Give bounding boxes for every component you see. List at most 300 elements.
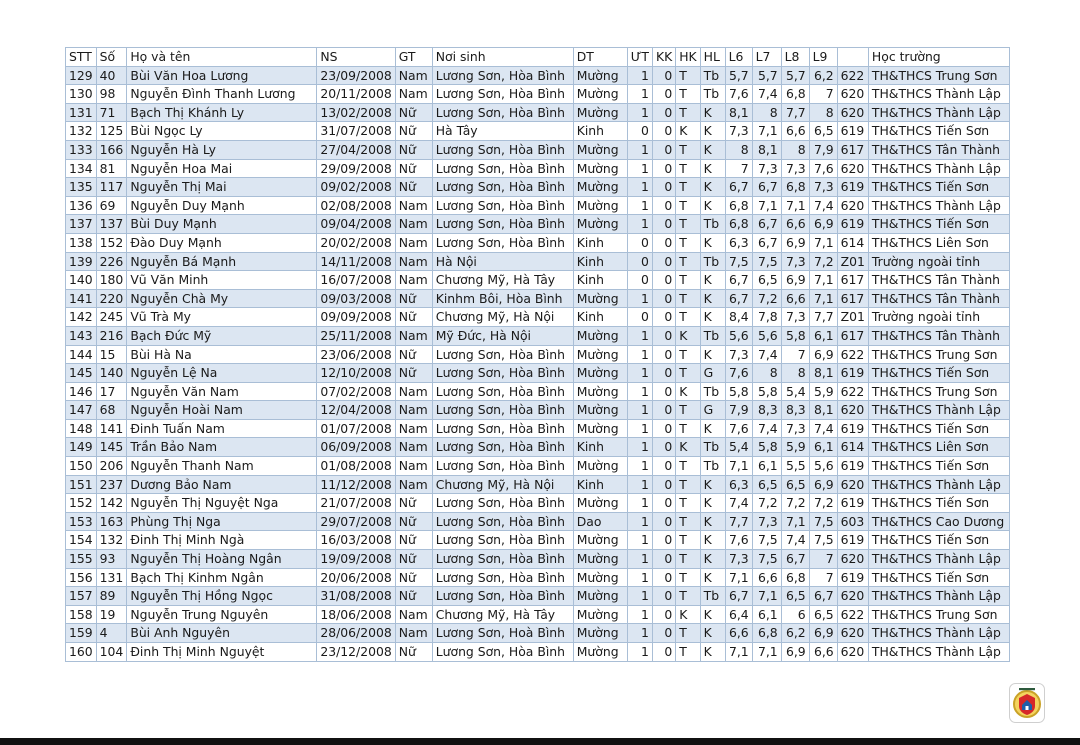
cell-hoc-truong: TH&THCS Tân Thành [868,140,1009,159]
cell-ma-truong: 622 [837,605,868,624]
cell-l8: 7 [781,345,809,364]
cell-l8: 6 [781,605,809,624]
cell-kk: 0 [652,196,675,215]
cell-l9: 6,5 [809,122,837,141]
table-row [66,568,1010,587]
cell-l7: 7,4 [752,419,781,438]
cell-hoc-truong: TH&THCS Thành Lập [868,643,1009,662]
table-row [66,85,1010,104]
cell-noi-sinh: Lương Sơn, Hòa Bình [432,457,573,476]
cell-hl: Tb [700,587,725,606]
cell-ma-truong: 617 [837,140,868,159]
cell-l8: 5,4 [781,382,809,401]
cell-ns: 16/03/2008 [317,531,395,550]
cell-l6: 6,3 [725,233,752,252]
cell-ho-va-ten: Bạch Thị Khánh Ly [127,103,317,122]
cell-hk: T [676,531,700,550]
cell-ns: 28/06/2008 [317,624,395,643]
cell-hoc-truong: TH&THCS Tiến Sơn [868,364,1009,383]
cell-hl: K [700,308,725,327]
cell-hk: K [676,326,700,345]
cell-l6: 7,6 [725,419,752,438]
cell-l7: 6,6 [752,568,781,587]
cell-gt: Nữ [395,289,432,308]
cell-l6: 7,5 [725,252,752,271]
cell-kk: 0 [652,271,675,290]
cell-l9: 7 [809,85,837,104]
cell-dt: Mường [573,345,627,364]
cell-stt: 145 [66,364,97,383]
cell-hoc-truong: TH&THCS Cao Dương [868,512,1009,531]
cell-so: 220 [96,289,127,308]
cell-l9: 7,1 [809,233,837,252]
cell-ns: 31/08/2008 [317,587,395,606]
cell-gt: Nam [395,475,432,494]
cell-noi-sinh: Lương Sơn, Hòa Bình [432,66,573,85]
cell-hoc-truong: TH&THCS Tân Thành [868,326,1009,345]
cell-ut: 0 [627,308,652,327]
cell-l6: 7,3 [725,345,752,364]
cell-gt: Nam [395,66,432,85]
cell-ma-truong: Z01 [837,308,868,327]
cell-dt: Mường [573,624,627,643]
cell-hl: K [700,345,725,364]
cell-l7: 7,1 [752,643,781,662]
cell-ut: 1 [627,85,652,104]
cell-noi-sinh: Lương Sơn, Hòa Bình [432,568,573,587]
cell-noi-sinh: Mỹ Đức, Hà Nội [432,326,573,345]
cell-ma-truong: 617 [837,289,868,308]
cell-hl: K [700,159,725,178]
cell-hk: K [676,438,700,457]
table-row [66,475,1010,494]
cell-l9: 7,4 [809,419,837,438]
cell-dt: Kinh [573,122,627,141]
cell-ma-truong: 622 [837,66,868,85]
cell-ut: 1 [627,103,652,122]
cell-hl: K [700,271,725,290]
student-table [65,47,1010,662]
cell-hoc-truong: TH&THCS Liên Sơn [868,233,1009,252]
cell-l8: 5,8 [781,326,809,345]
cell-ma-truong: 619 [837,568,868,587]
cell-ut: 1 [627,326,652,345]
cell-noi-sinh: Lương Sơn, Hòa Bình [432,103,573,122]
cell-hoc-truong: Trường ngoài tỉnh [868,252,1009,271]
cell-ma-truong: 620 [837,196,868,215]
table-row [66,122,1010,141]
cell-hoc-truong: TH&THCS Trung Sơn [868,382,1009,401]
cell-dt: Dao [573,512,627,531]
cell-ma-truong: Z01 [837,252,868,271]
cell-dt: Kinh [573,475,627,494]
cell-ns: 19/09/2008 [317,550,395,569]
cell-hk: T [676,568,700,587]
cell-ho-va-ten: Đinh Tuấn Nam [127,419,317,438]
cell-ns: 29/07/2008 [317,512,395,531]
cell-stt: 160 [66,643,97,662]
cell-stt: 146 [66,382,97,401]
cell-l8: 6,9 [781,643,809,662]
cell-kk: 0 [652,531,675,550]
cell-gt: Nữ [395,122,432,141]
cell-gt: Nam [395,85,432,104]
cell-ho-va-ten: Nguyễn Văn Nam [127,382,317,401]
cell-l9: 5,6 [809,457,837,476]
table-row [66,457,1010,476]
cell-ho-va-ten: Nguyễn Thanh Nam [127,457,317,476]
cell-hl: K [700,475,725,494]
table-row [66,215,1010,234]
cell-kk: 0 [652,550,675,569]
cell-l7: 7,1 [752,122,781,141]
cell-ns: 09/03/2008 [317,289,395,308]
cell-ho-va-ten: Bùi Văn Hoa Lương [127,66,317,85]
cell-hk: T [676,66,700,85]
cell-l8: 8 [781,140,809,159]
cell-stt: 159 [66,624,97,643]
cell-l7: 6,1 [752,605,781,624]
cell-noi-sinh: Lương Sơn, Hòa Bình [432,494,573,513]
cell-l8: 6,5 [781,587,809,606]
cell-ut: 1 [627,140,652,159]
cell-l7: 6,7 [752,178,781,197]
cell-so: 15 [96,345,127,364]
cell-l8: 6,8 [781,568,809,587]
column-header: HL [700,48,725,67]
cell-ns: 01/08/2008 [317,457,395,476]
cell-kk: 0 [652,140,675,159]
cell-l6: 7,6 [725,364,752,383]
cell-ns: 20/02/2008 [317,233,395,252]
cell-l9: 6,9 [809,345,837,364]
cell-ns: 12/04/2008 [317,401,395,420]
cell-l9: 8,1 [809,401,837,420]
cell-stt: 136 [66,196,97,215]
cell-l7: 8,3 [752,401,781,420]
table-row [66,140,1010,159]
cell-ho-va-ten: Nguyễn Thị Hồng Ngọc [127,587,317,606]
cell-ut: 1 [627,196,652,215]
cell-l8: 6,6 [781,289,809,308]
cell-gt: Nam [395,382,432,401]
cell-l6: 8,4 [725,308,752,327]
cell-l6: 5,7 [725,66,752,85]
cell-ut: 1 [627,401,652,420]
cell-kk: 0 [652,643,675,662]
cell-dt: Kinh [573,233,627,252]
table-row [66,550,1010,569]
table-row [66,326,1010,345]
cell-l9: 6,5 [809,605,837,624]
table-row [66,345,1010,364]
cell-l7: 7,3 [752,159,781,178]
cell-gt: Nữ [395,140,432,159]
cell-noi-sinh: Lương Sơn, Hòa Bình [432,178,573,197]
cell-hk: T [676,364,700,383]
cell-hl: K [700,531,725,550]
table-row [66,308,1010,327]
column-header: L6 [725,48,752,67]
cell-l9: 7,1 [809,289,837,308]
cell-ho-va-ten: Phùng Thị Nga [127,512,317,531]
cell-hoc-truong: TH&THCS Tân Thành [868,289,1009,308]
cell-l9: 7,7 [809,308,837,327]
cell-ut: 1 [627,159,652,178]
cell-hoc-truong: TH&THCS Tiến Sơn [868,457,1009,476]
cell-gt: Nam [395,457,432,476]
cell-ma-truong: 619 [837,419,868,438]
cell-l9: 8,1 [809,364,837,383]
cell-hoc-truong: TH&THCS Thành Lập [868,475,1009,494]
cell-dt: Kinh [573,271,627,290]
cell-hk: T [676,419,700,438]
cell-ma-truong: 620 [837,103,868,122]
column-header: L8 [781,48,809,67]
cell-l7: 7,5 [752,252,781,271]
cell-dt: Mường [573,196,627,215]
cell-kk: 0 [652,103,675,122]
cell-hl: K [700,624,725,643]
cell-l8: 7,3 [781,308,809,327]
cell-so: 132 [96,531,127,550]
table-row [66,587,1010,606]
cell-ho-va-ten: Bùi Duy Mạnh [127,215,317,234]
cell-l6: 7,6 [725,85,752,104]
cell-hoc-truong: TH&THCS Tiến Sơn [868,531,1009,550]
cell-hk: T [676,252,700,271]
cell-gt: Nữ [395,345,432,364]
cell-dt: Mường [573,587,627,606]
cell-l6: 6,7 [725,271,752,290]
cell-hl: Tb [700,66,725,85]
cell-dt: Mường [573,215,627,234]
cell-stt: 155 [66,550,97,569]
cell-ut: 1 [627,289,652,308]
cell-gt: Nam [395,438,432,457]
cell-noi-sinh: Lương Sơn, Hòa Bình [432,382,573,401]
column-header: NS [317,48,395,67]
cell-gt: Nữ [395,364,432,383]
cell-stt: 135 [66,178,97,197]
cell-l8: 6,5 [781,475,809,494]
cell-so: 140 [96,364,127,383]
cell-l7: 8 [752,364,781,383]
cell-hk: K [676,605,700,624]
cell-hk: T [676,140,700,159]
cell-ma-truong: 614 [837,233,868,252]
table-row [66,159,1010,178]
cell-ut: 1 [627,587,652,606]
cell-dt: Kinh [573,252,627,271]
cell-l8: 6,8 [781,85,809,104]
cell-so: 206 [96,457,127,476]
cell-hl: Tb [700,457,725,476]
cell-noi-sinh: Lương Sơn, Hòa Bình [432,233,573,252]
cell-gt: Nữ [395,159,432,178]
table-row [66,643,1010,662]
cell-l8: 7,7 [781,103,809,122]
table-row [66,271,1010,290]
cell-so: 19 [96,605,127,624]
cell-l7: 7,5 [752,550,781,569]
cell-hl: K [700,494,725,513]
cell-hk: T [676,624,700,643]
cell-noi-sinh: Lương Sơn, Hòa Bình [432,196,573,215]
cell-l6: 7,6 [725,531,752,550]
cell-l9: 6,6 [809,643,837,662]
cell-ns: 20/06/2008 [317,568,395,587]
cell-noi-sinh: Chương Mỹ, Hà Tây [432,271,573,290]
cell-hoc-truong: TH&THCS Trung Sơn [868,605,1009,624]
cell-kk: 0 [652,122,675,141]
cell-hk: T [676,457,700,476]
cell-kk: 0 [652,568,675,587]
cell-so: 17 [96,382,127,401]
cell-ho-va-ten: Vũ Văn Minh [127,271,317,290]
table-row [66,419,1010,438]
cell-so: 245 [96,308,127,327]
cell-noi-sinh: Lương Sơn, Hòa Bình [432,140,573,159]
cell-l7: 5,6 [752,326,781,345]
cell-l7: 7,4 [752,345,781,364]
cell-ns: 23/09/2008 [317,66,395,85]
cell-noi-sinh: Chương Mỹ, Hà Nội [432,475,573,494]
cell-kk: 0 [652,419,675,438]
cell-ns: 20/11/2008 [317,85,395,104]
cell-so: 180 [96,271,127,290]
column-header [837,48,868,67]
cell-kk: 0 [652,457,675,476]
cell-l6: 8 [725,140,752,159]
cell-ho-va-ten: Nguyễn Lệ Na [127,364,317,383]
cell-hoc-truong: TH&THCS Thành Lập [868,401,1009,420]
cell-l9: 6,9 [809,475,837,494]
cell-l6: 6,8 [725,196,752,215]
cell-l8: 7,3 [781,419,809,438]
cell-hk: T [676,401,700,420]
cell-ut: 1 [627,512,652,531]
cell-stt: 129 [66,66,97,85]
cell-l8: 6,8 [781,178,809,197]
cell-gt: Nữ [395,494,432,513]
cell-so: 163 [96,512,127,531]
cell-ho-va-ten: Bạch Thị Kinhm Ngân [127,568,317,587]
cell-l7: 8,1 [752,140,781,159]
cell-dt: Mường [573,140,627,159]
cell-l6: 6,4 [725,605,752,624]
cell-ma-truong: 619 [837,122,868,141]
cell-stt: 149 [66,438,97,457]
cell-gt: Nữ [395,178,432,197]
cell-ut: 1 [627,382,652,401]
cell-l8: 7,1 [781,196,809,215]
cell-hoc-truong: TH&THCS Tiến Sơn [868,568,1009,587]
cell-hl: Tb [700,252,725,271]
cell-hl: K [700,568,725,587]
cell-so: 89 [96,587,127,606]
cell-hl: K [700,196,725,215]
cell-hoc-truong: TH&THCS Tiến Sơn [868,122,1009,141]
column-header: L9 [809,48,837,67]
cell-dt: Mường [573,457,627,476]
cell-l6: 7,1 [725,643,752,662]
cell-ut: 1 [627,643,652,662]
cell-hk: T [676,271,700,290]
cell-kk: 0 [652,178,675,197]
cell-stt: 130 [66,85,97,104]
cell-ho-va-ten: Bùi Hà Na [127,345,317,364]
cell-so: 141 [96,419,127,438]
column-header: HK [676,48,700,67]
cell-ut: 0 [627,271,652,290]
cell-l9: 7,2 [809,494,837,513]
cell-hoc-truong: TH&THCS Trung Sơn [868,345,1009,364]
cell-ut: 1 [627,215,652,234]
cell-dt: Mường [573,382,627,401]
table-row [66,401,1010,420]
cell-hk: T [676,550,700,569]
cell-kk: 0 [652,382,675,401]
cell-ho-va-ten: Dương Bảo Nam [127,475,317,494]
cell-hk: T [676,475,700,494]
cell-stt: 132 [66,122,97,141]
cell-ns: 23/12/2008 [317,643,395,662]
column-header: Họ và tên [127,48,317,67]
cell-ns: 09/04/2008 [317,215,395,234]
cell-ut: 1 [627,605,652,624]
cell-ns: 01/07/2008 [317,419,395,438]
cell-dt: Mường [573,643,627,662]
cell-ho-va-ten: Đinh Thị Minh Nguyệt [127,643,317,662]
cell-dt: Mường [573,568,627,587]
cell-kk: 0 [652,494,675,513]
cell-hk: T [676,178,700,197]
cell-kk: 0 [652,438,675,457]
cell-ns: 07/02/2008 [317,382,395,401]
cell-stt: 151 [66,475,97,494]
cell-ma-truong: 619 [837,494,868,513]
cell-l7: 5,7 [752,66,781,85]
cell-l9: 7,5 [809,531,837,550]
cell-so: 125 [96,122,127,141]
cell-noi-sinh: Chương Mỹ, Hà Nội [432,308,573,327]
cell-kk: 0 [652,401,675,420]
cell-l7: 7,1 [752,196,781,215]
cell-ut: 1 [627,457,652,476]
cell-hoc-truong: TH&THCS Tiến Sơn [868,178,1009,197]
cell-gt: Nữ [395,531,432,550]
cell-dt: Mường [573,326,627,345]
cell-hoc-truong: TH&THCS Tiến Sơn [868,419,1009,438]
cell-ut: 0 [627,252,652,271]
cell-ma-truong: 619 [837,457,868,476]
cell-stt: 138 [66,233,97,252]
cell-l7: 6,7 [752,215,781,234]
cell-hoc-truong: TH&THCS Thành Lập [868,624,1009,643]
cell-dt: Mường [573,364,627,383]
cell-hk: T [676,103,700,122]
table-row [66,289,1010,308]
cell-gt: Nam [395,233,432,252]
cell-ut: 1 [627,550,652,569]
column-header: L7 [752,48,781,67]
cell-noi-sinh: Lương Sơn, Hòa Bình [432,345,573,364]
cell-ma-truong: 620 [837,85,868,104]
cell-ns: 18/06/2008 [317,605,395,624]
cell-dt: Mường [573,85,627,104]
cell-dt: Mường [573,494,627,513]
